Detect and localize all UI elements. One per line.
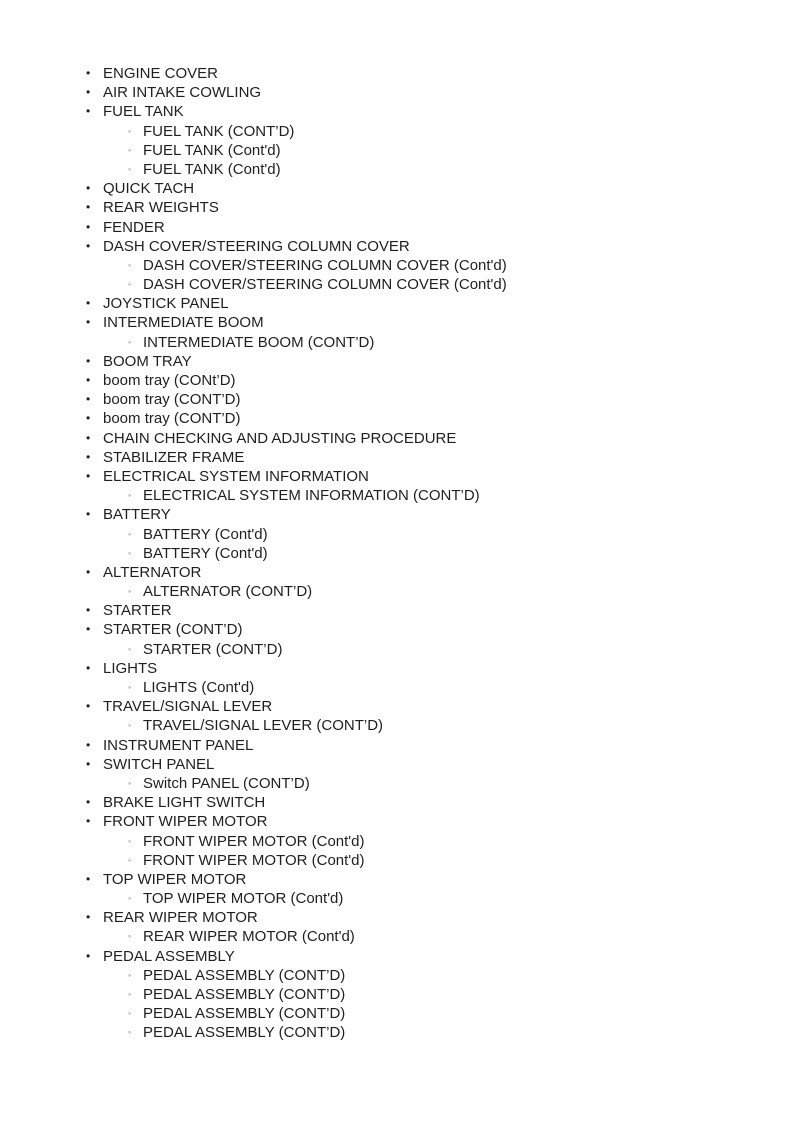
- toc-subentry-label: Switch PANEL (CONT’D): [143, 774, 310, 792]
- bullet-icon: •: [86, 181, 91, 196]
- toc-entry[interactable]: [0, 601, 794, 620]
- bullet-icon: •: [86, 507, 91, 522]
- toc-subentry[interactable]: [0, 1004, 794, 1023]
- bullet-icon: •: [86, 948, 91, 963]
- toc-subentry-label: REAR WIPER MOTOR (Cont'd): [143, 928, 355, 946]
- hollow-bullet-icon: ◦: [128, 259, 132, 270]
- toc-entry[interactable]: [0, 870, 794, 889]
- hollow-bullet-icon: ◦: [128, 1008, 132, 1019]
- hollow-bullet-icon: ◦: [128, 1027, 132, 1038]
- toc-entry-label: ENGINE COVER: [103, 65, 219, 82]
- bullet-icon: •: [86, 104, 91, 119]
- bullet-icon: •: [86, 315, 91, 330]
- toc-page: [0, 64, 794, 1043]
- toc-entry-label: ALTERNATOR: [103, 563, 202, 581]
- bullet-icon: •: [86, 564, 91, 579]
- toc-entry-label: PEDAL ASSEMBLY: [103, 947, 235, 965]
- hollow-bullet-icon: ◦: [128, 586, 132, 597]
- bullet-icon: •: [86, 238, 91, 253]
- toc-entry-label: LIGHTS: [103, 659, 158, 677]
- toc-entry-label: INTERMEDIATE BOOM: [103, 314, 264, 332]
- toc-entry[interactable]: [0, 659, 794, 678]
- table-of-contents: [0, 64, 794, 1043]
- toc-entry-label: REAR WIPER MOTOR: [103, 909, 258, 927]
- toc-subentry-label: DASH COVER/STEERING COLUMN COVER (Cont'd): [143, 276, 507, 294]
- bullet-icon: •: [86, 622, 91, 637]
- toc-entry[interactable]: [0, 812, 794, 831]
- toc-subentry-label: BATTERY (Cont'd): [143, 525, 268, 543]
- toc-entry[interactable]: [0, 505, 794, 524]
- toc-subentry-label: FUEL TANK (CONT’D): [143, 122, 295, 140]
- hollow-bullet-icon: ◦: [128, 163, 132, 174]
- toc-entry[interactable]: [0, 620, 794, 639]
- toc-subentry[interactable]: [0, 889, 794, 908]
- toc-subentry-label: PEDAL ASSEMBLY (CONT’D): [143, 1024, 346, 1042]
- toc-subentry[interactable]: [0, 275, 794, 294]
- toc-entry[interactable]: [0, 563, 794, 582]
- hollow-bullet-icon: ◦: [128, 893, 132, 904]
- toc-entry[interactable]: [0, 179, 794, 198]
- hollow-bullet-icon: ◦: [128, 931, 132, 942]
- hollow-bullet-icon: ◦: [128, 989, 132, 999]
- toc-entry[interactable]: [0, 947, 794, 966]
- toc-subentry-label: PEDAL ASSEMBLY (CONT’D): [143, 966, 346, 984]
- toc-entry-label: TOP WIPER MOTOR: [103, 870, 247, 888]
- toc-entry-label: DASH COVER/STEERING COLUMN COVER: [103, 237, 410, 255]
- toc-subentry[interactable]: [0, 1023, 794, 1042]
- bullet-icon: •: [86, 660, 91, 675]
- hollow-bullet-icon: ◦: [128, 125, 132, 136]
- toc-subentry[interactable]: [0, 486, 794, 505]
- bullet-icon: •: [86, 449, 91, 464]
- bullet-icon: •: [86, 66, 91, 80]
- bullet-icon: •: [86, 430, 91, 445]
- hollow-bullet-icon: ◦: [128, 144, 132, 155]
- toc-subentry-label: PEDAL ASSEMBLY (CONT’D): [143, 986, 346, 1003]
- hollow-bullet-icon: ◦: [128, 336, 132, 347]
- toc-subentry-label: STARTER (CONT’D): [143, 640, 283, 658]
- toc-subentry[interactable]: [0, 966, 794, 985]
- toc-entry-label: BATTERY: [103, 506, 171, 524]
- bullet-icon: •: [86, 411, 91, 426]
- toc-entry-label: STABILIZER FRAME: [103, 448, 245, 466]
- toc-entry-label: boom tray (CONT’D): [103, 410, 241, 428]
- toc-subentry[interactable]: [0, 985, 794, 1004]
- toc-subentry[interactable]: [0, 544, 794, 563]
- toc-subentry-label: FRONT WIPER MOTOR (Cont'd): [143, 851, 365, 869]
- toc-entry[interactable]: [0, 237, 794, 256]
- toc-subentry[interactable]: [0, 141, 794, 160]
- bullet-icon: •: [86, 200, 91, 215]
- bullet-icon: •: [86, 737, 91, 752]
- toc-entry-label: JOYSTICK PANEL: [103, 295, 229, 313]
- toc-entry[interactable]: [0, 467, 794, 486]
- toc-subentry-label: ELECTRICAL SYSTEM INFORMATION (CONT’D): [143, 487, 480, 505]
- toc-entry-label: STARTER: [103, 602, 172, 620]
- toc-entry[interactable]: [0, 313, 794, 332]
- bullet-icon: •: [86, 795, 91, 810]
- hollow-bullet-icon: ◦: [128, 547, 132, 558]
- bullet-icon: •: [86, 468, 91, 483]
- toc-subentry[interactable]: [0, 582, 794, 601]
- toc-entry-label: ELECTRICAL SYSTEM INFORMATION: [103, 467, 369, 485]
- toc-subentry-label: FUEL TANK (Cont'd): [143, 141, 281, 159]
- bullet-icon: •: [86, 756, 91, 771]
- hollow-bullet-icon: ◦: [128, 720, 132, 731]
- toc-subentry-label: TRAVEL/SIGNAL LEVER (CONT’D): [143, 717, 384, 735]
- toc-entry-label: INSTRUMENT PANEL: [103, 736, 254, 754]
- toc-subentry-label: FUEL TANK (Cont'd): [143, 160, 281, 178]
- bullet-icon: •: [86, 373, 91, 387]
- toc-entry-label: FENDER: [103, 218, 165, 236]
- hollow-bullet-icon: ◦: [128, 490, 132, 501]
- toc-entry-label: SWITCH PANEL: [103, 755, 215, 773]
- hollow-bullet-icon: ◦: [128, 528, 132, 539]
- toc-entry[interactable]: [0, 448, 794, 467]
- toc-entry[interactable]: [0, 218, 794, 237]
- toc-entry-label: AIR INTAKE COWLING: [103, 84, 262, 102]
- toc-entry[interactable]: [0, 755, 794, 774]
- hollow-bullet-icon: ◦: [128, 835, 132, 846]
- bullet-icon: •: [86, 392, 91, 407]
- bullet-icon: •: [86, 603, 91, 618]
- toc-subentry[interactable]: [0, 640, 794, 659]
- toc-entry[interactable]: [0, 793, 794, 812]
- bullet-icon: •: [86, 219, 91, 234]
- toc-subentry-label: FRONT WIPER MOTOR (Cont'd): [143, 832, 365, 850]
- toc-subentry-label: ALTERNATOR (CONT’D): [143, 583, 313, 601]
- toc-subentry[interactable]: [0, 122, 794, 141]
- toc-entry[interactable]: [0, 294, 794, 313]
- toc-entry[interactable]: [0, 371, 794, 390]
- toc-entry[interactable]: [0, 102, 794, 121]
- toc-entry[interactable]: [0, 429, 794, 448]
- bullet-icon: •: [86, 910, 91, 925]
- toc-subentry-label: PEDAL ASSEMBLY (CONT’D): [143, 1005, 346, 1023]
- bullet-icon: •: [86, 699, 91, 714]
- bullet-icon: •: [86, 85, 91, 100]
- toc-entry[interactable]: [0, 390, 794, 409]
- toc-subentry[interactable]: [0, 832, 794, 851]
- toc-entry-label: BRAKE LIGHT SWITCH: [103, 794, 266, 812]
- toc-subentry-label: DASH COVER/STEERING COLUMN COVER (Cont'd): [143, 256, 507, 274]
- toc-entry-label: REAR WEIGHTS: [103, 199, 219, 217]
- toc-entry[interactable]: [0, 697, 794, 716]
- toc-subentry-label: INTERMEDIATE BOOM (CONT’D): [143, 333, 375, 351]
- toc-subentry-label: LIGHTS (Cont'd): [143, 679, 255, 696]
- toc-entry-label: boom tray (CONT’D): [103, 391, 241, 409]
- toc-subentry[interactable]: [0, 160, 794, 179]
- toc-subentry[interactable]: [0, 716, 794, 735]
- toc-entry-label: FRONT WIPER MOTOR: [103, 813, 268, 831]
- toc-entry[interactable]: [0, 64, 794, 83]
- toc-entry[interactable]: [0, 83, 794, 102]
- toc-subentry[interactable]: [0, 851, 794, 870]
- bullet-icon: •: [86, 871, 91, 886]
- bullet-icon: •: [86, 353, 91, 368]
- toc-entry-label: STARTER (CONT’D): [103, 621, 243, 639]
- toc-subentry[interactable]: [0, 256, 794, 275]
- toc-entry[interactable]: [0, 736, 794, 755]
- bullet-icon: •: [86, 814, 91, 829]
- toc-subentry[interactable]: [0, 927, 794, 946]
- toc-subentry-label: BATTERY (Cont'd): [143, 544, 268, 562]
- hollow-bullet-icon: ◦: [128, 643, 132, 654]
- toc-entry-label: BOOM TRAY: [103, 352, 192, 370]
- toc-entry-label: boom tray (CONt’D): [103, 372, 236, 389]
- hollow-bullet-icon: ◦: [128, 969, 132, 980]
- toc-subentry-label: TOP WIPER MOTOR (Cont'd): [143, 890, 344, 908]
- toc-subentry[interactable]: [0, 525, 794, 544]
- hollow-bullet-icon: ◦: [128, 854, 132, 865]
- toc-entry[interactable]: [0, 352, 794, 371]
- hollow-bullet-icon: ◦: [128, 682, 132, 692]
- toc-entry[interactable]: [0, 198, 794, 217]
- hollow-bullet-icon: ◦: [128, 279, 132, 290]
- toc-subentry[interactable]: [0, 678, 794, 697]
- hollow-bullet-icon: ◦: [128, 777, 132, 788]
- toc-entry-label: FUEL TANK: [103, 103, 184, 121]
- toc-entry[interactable]: [0, 409, 794, 428]
- toc-subentry[interactable]: [0, 774, 794, 793]
- toc-subentry[interactable]: [0, 333, 794, 352]
- toc-entry-label: CHAIN CHECKING AND ADJUSTING PROCEDURE: [103, 429, 457, 447]
- toc-entry-label: QUICK TACH: [103, 180, 195, 198]
- toc-entry-label: TRAVEL/SIGNAL LEVER: [103, 698, 273, 716]
- toc-entry[interactable]: [0, 908, 794, 927]
- bullet-icon: •: [86, 296, 91, 311]
